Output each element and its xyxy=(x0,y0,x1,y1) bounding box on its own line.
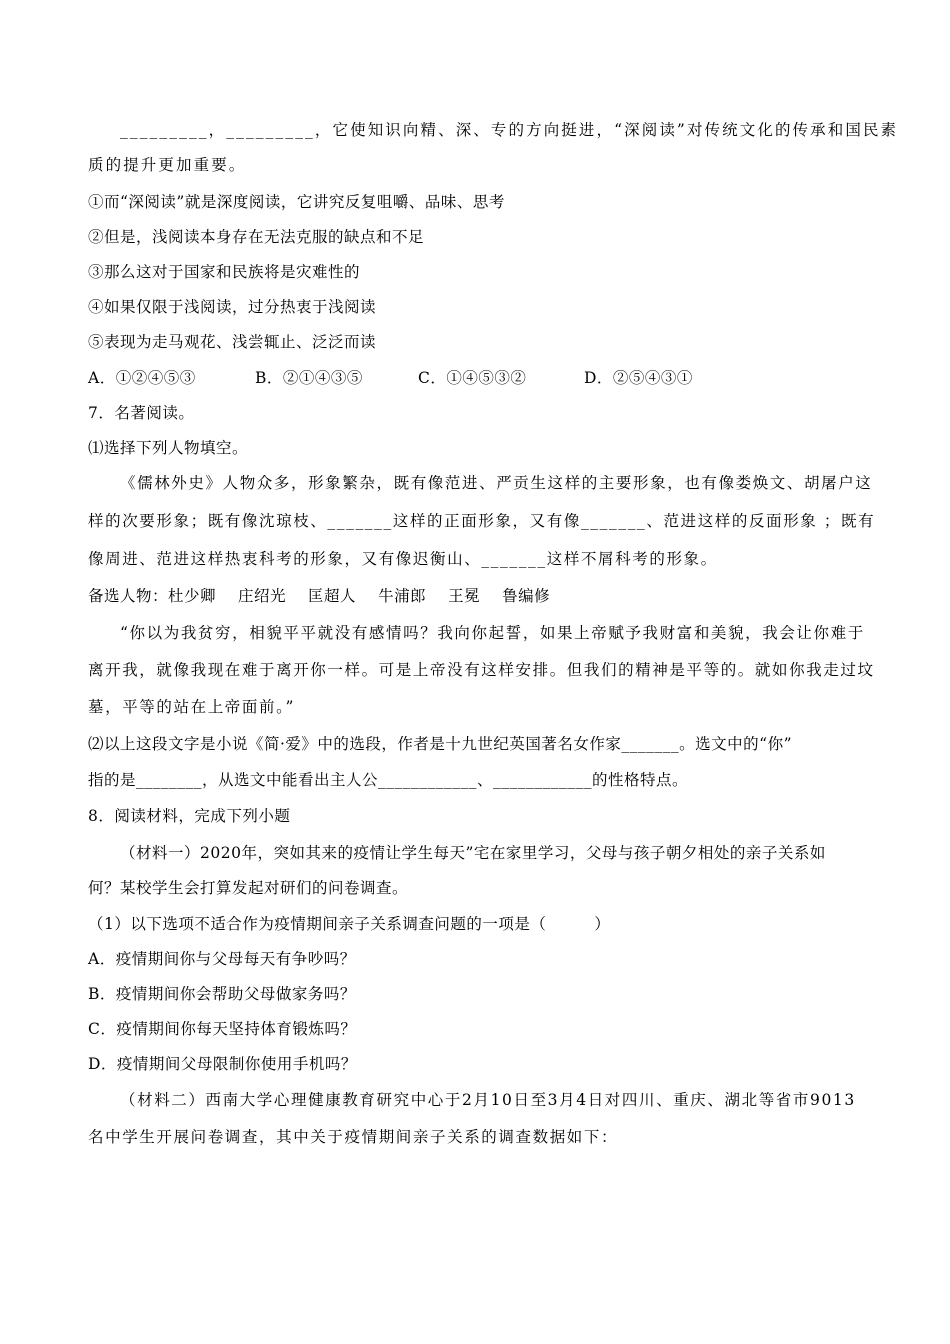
quote-line: “你以为我贫穷，相貌平平就没有感情吗？我向你起誓，如果上帝赋予我财富和美貌，我会让你难于 xyxy=(120,624,865,642)
option-a: A．①②④⑤③ xyxy=(88,369,196,387)
choice-item: A．疫情期间你与父母每天有争吵吗？ xyxy=(88,950,356,968)
candidate: 鲁编修 xyxy=(502,587,551,605)
quote-line: 离开我，就像我现在难于离开你一样。可是上帝没有这样安排。但我们的精神是平等的。就如你我走过坟 xyxy=(88,661,875,679)
material-line: （材料一）2020年，突如其来的疫情让学生每天”宅在家里学习，父母与孩子朝夕相处的亲子关系如 xyxy=(120,844,826,862)
option-d: D．②⑤④③① xyxy=(584,369,693,387)
candidate: 杜少卿 xyxy=(168,587,217,605)
candidate: 牛浦郎 xyxy=(378,587,427,605)
sub-question: ⑴选择下列人物填空。 xyxy=(88,439,249,457)
candidates-line xyxy=(88,584,572,606)
sentence-item: ④如果仅限于浅阅读，过分热衷于浅阅读 xyxy=(88,298,377,316)
choice-item: B．疫情期间你会帮助父母做家务吗？ xyxy=(88,985,356,1003)
sentence-item: ②但是，浅阅读本身存在无法克服的缺点和不足 xyxy=(88,228,425,246)
material-line: （材料二）西南大学心理健康教育研究中心于2月10日至3月4日对四川、重庆、湖北等省市9013 xyxy=(120,1091,856,1109)
candidate: 庄绍光 xyxy=(238,587,287,605)
sub-question: 指的是________，从选文中能看出主人公____________、____________的性格特点。 xyxy=(88,771,689,789)
material-line: 名中学生开展问卷调查，其中关于疫情期间亲子关系的调查数据如下： xyxy=(88,1128,619,1146)
paragraph-line: 像周进、范进这样热衷科考的形象，又有像迟衡山、_______这样不屑科考的形象。 xyxy=(88,550,718,568)
sub-question: ⑵以上这段文字是小说《简·爱》中的选段，作者是十九世纪英国著名女作家_______。选文中的“你” xyxy=(88,735,793,753)
option-b: B．②①④③⑤ xyxy=(255,369,363,387)
question-title: 8．阅读材料，完成下列小题 xyxy=(88,807,291,825)
quote-line: 墓，平等的站在上帝面前。” xyxy=(88,698,295,716)
passage-line: 质的提升更加重要。 xyxy=(88,156,247,174)
choice-item: C．疫情期间你每天坚持体育锻炼吗？ xyxy=(88,1020,357,1038)
candidate: 匡超人 xyxy=(308,587,357,605)
candidate: 王冕 xyxy=(448,587,481,605)
choice-item: D．疫情期间父母限制你使用手机吗？ xyxy=(88,1055,357,1073)
question-title: 7．名著阅读。 xyxy=(88,404,195,422)
candidates-label: 备选人物： xyxy=(88,587,169,605)
paragraph-line: 《儒林外史》人物众多，形象繁杂，既有像范进、严贡生这样的主要形象，也有像娄焕文、胡屠户这 xyxy=(120,474,873,492)
answer-options xyxy=(88,366,693,388)
sub-question: （1）以下选项不适合作为疫情期间亲子关系调查问题的一项是（ ） xyxy=(88,915,611,933)
material-line: 何？某校学生会打算发起对研们的问卷调查。 xyxy=(88,879,409,897)
option-c: C．①④⑤③② xyxy=(418,369,527,387)
sentence-item: ⑤表现为走马观花、浅尝辄止、泛泛而读 xyxy=(88,333,377,351)
sentence-item: ③那么这对于国家和民族将是灾难性的 xyxy=(88,263,361,281)
passage-line: _________，_________，它使知识向精、深、专的方向挺进，“深阅读”对传统文化的传承和国民素 xyxy=(120,121,899,139)
sentence-item: ①而“深阅读”就是深度阅读，它讲究反复咀嚼、品味、思考 xyxy=(88,193,505,211)
paragraph-line: 样的次要形象；既有像沈琼枝、_______这样的正面形象，又有像_______、范进这样的反面形象 ；既有 xyxy=(88,512,876,530)
